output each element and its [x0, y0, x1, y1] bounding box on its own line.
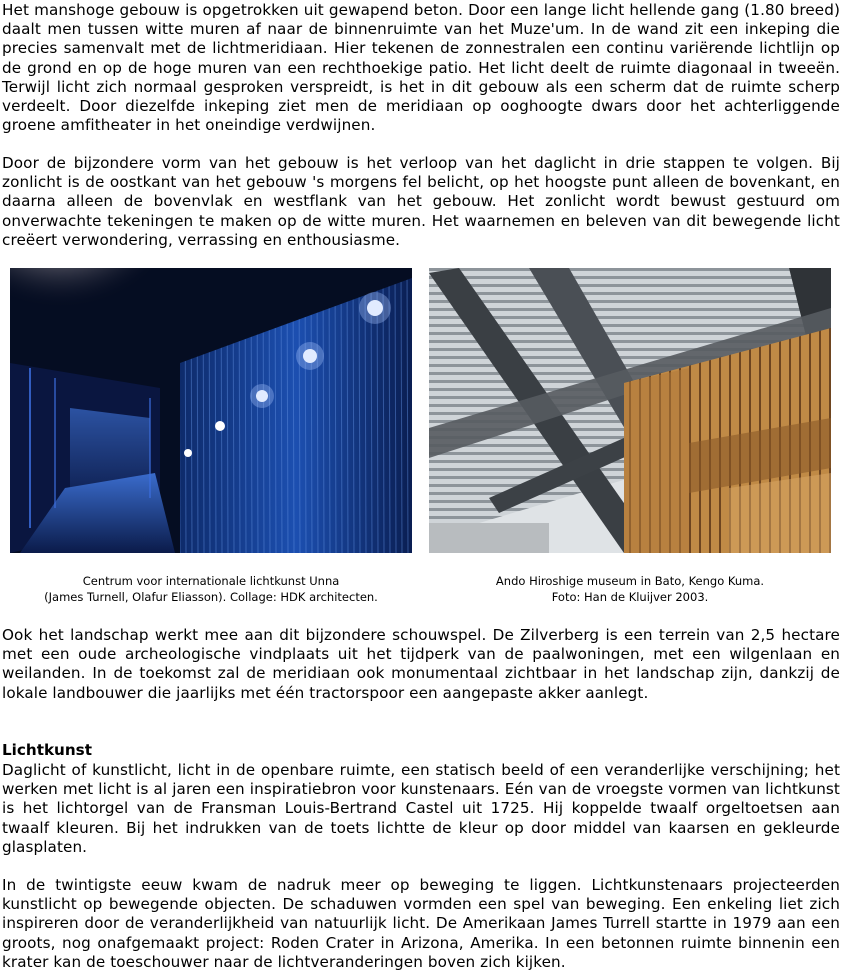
paragraph-2: Door de bijzondere vorm van het gebouw is het verloop van het daglicht in drie stappen te volgen. Bij zonlicht is de oostkant van het gebouw 's morgens fel belicht, op het hoogste punt alleen de bovenkant, en daarna alleen de bovenvlak en westflank van het gebouw. Het zonlicht wordt bewust gestuurd om onverwachte tekeningen te maken op de witte muren. Het waarnemen en beleven van dit bewegende licht creëert verwondering, verrassing en enthousiasme.: [2, 154, 840, 249]
paragraph-1: Het manshoge gebouw is opgetrokken uit gewapend beton. Door een lange licht hellende gang (1.80 breed) daalt men tussen witte muren af naar de binnenruimte van het Muze'um. In de wand zit een inkeping die precies samenvalt met de lichtmeridiaan. Hier tekenen de zonnestralen een continu variërende lichtlijn op de grond en op de hoge muren van een rechthoekige patio. Het licht deelt de ruimte diagonaal in tweeën. Terwijl licht zich normaal gesproken verspreidt, is het in dit gebouw als een scherm dat de ruimte scherp verdeelt. Door diezelfde inkeping ziet men de meridiaan op ooghoogte dwars door het achterliggende groene amfitheater in het oneindige verdwijnen.: [2, 1, 840, 135]
light-art-center-photo: [10, 268, 412, 553]
caption-line-1: Centrum voor internationale lichtkunst Unna: [82, 574, 340, 588]
caption-line-1: Ando Hiroshige museum in Bato, Kengo Kuma.: [495, 574, 765, 588]
caption-line-2: Foto: Han de Kluijver 2003.: [551, 590, 709, 604]
hiroshige-museum-photo: [429, 268, 831, 553]
paragraph-3: Ook het landschap werkt mee aan dit bijzondere schouwspel. De Zilverberg is een terrein van 2,5 hectare met een oude archeologische vindplaats uit het tijdperk van de paalwoningen, met een wilgenlaan en weilanden. In de toekomst zal de meridiaan ook monumentaal zichtbaar in het landschap zijn, dankzij de lokale landbouwer die jaarlijks met één tractorspoor een aangepaste akker aanlegt.: [2, 626, 840, 702]
section-heading: Lichtkunst: [2, 741, 92, 759]
figure-left-caption: [10, 573, 412, 605]
figure-right-caption: [429, 573, 831, 605]
figure-right: [429, 268, 831, 604]
figure-left: [10, 268, 412, 604]
paragraph-4: Daglicht of kunstlicht, licht in de openbare ruimte, een statisch beeld of een veranderlijke verschijning; het werken met licht is al jaren een inspiratiebron voor kunstenaars. Eén van de vroegste vormen van lichtkunst is het lichtorgel van de Fransman Louis-Bertrand Castel uit 1725. Hij koppelde twaalf orgeltoetsen aan twaalf kleuren. Bij het indrukken van de toets lichtte de kleur op door middel van kaarsen en gekleurde glasplaten.: [2, 761, 840, 856]
paragraph-5: In de twintigste eeuw kwam de nadruk meer op beweging te liggen. Lichtkunstenaars projecteerden kunstlicht op bewegende objecten. De schaduwen vormden een spel van beweging. Een enkeling liet zich inspireren door de veranderlijkheid van natuurlijk licht. De Amerikaan James Turrell startte in 1979 aan een groots, nog onafgemaakt project: Roden Crater in Arizona, Amerika. In een betonnen ruimte binnenin een krater kan de toeschouwer naar de lichtveranderingen boven zich kijken.: [2, 876, 840, 971]
caption-line-2: (James Turnell, Olafur Eliasson). Collage: HDK architecten.: [44, 590, 378, 604]
